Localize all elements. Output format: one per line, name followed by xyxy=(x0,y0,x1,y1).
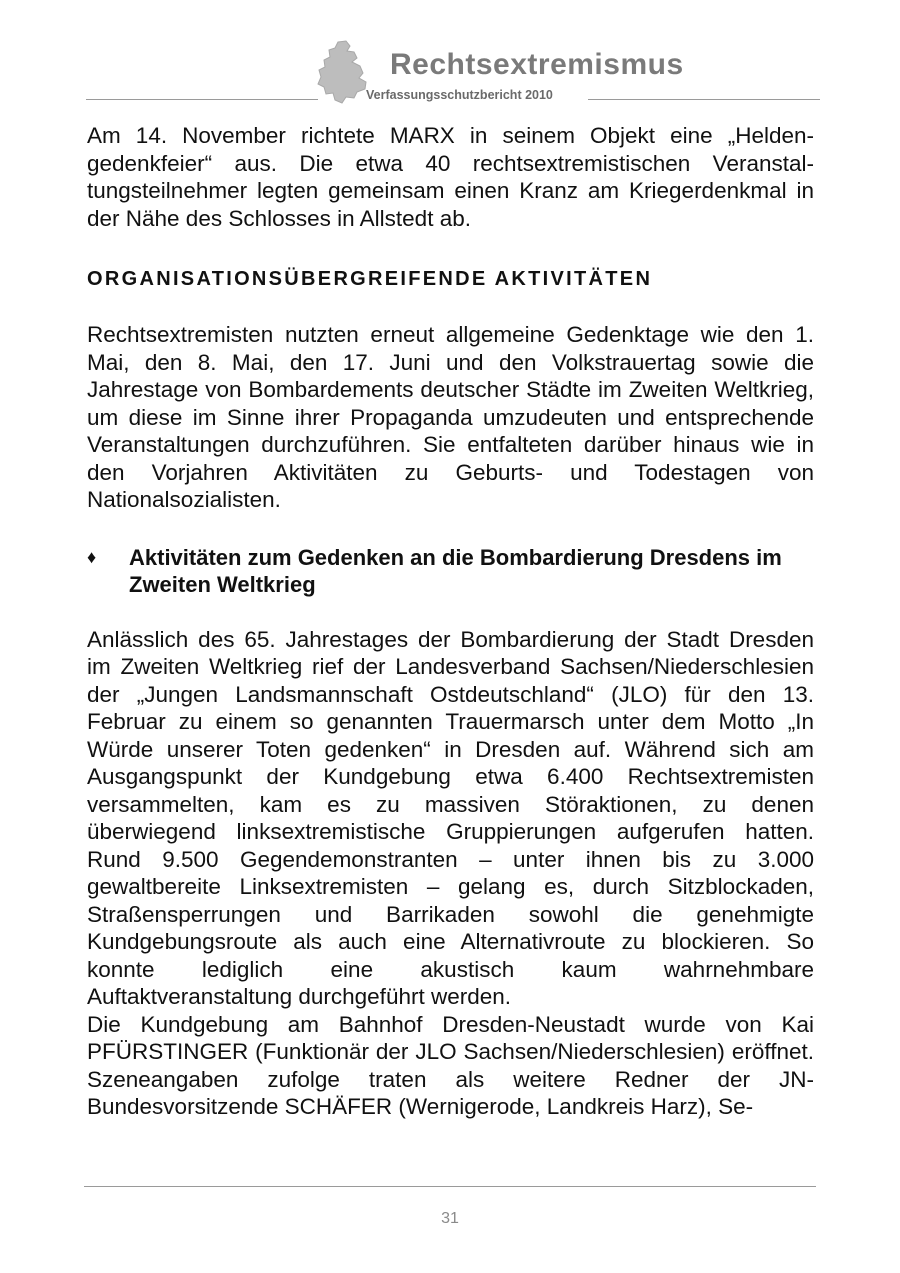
header-subtitle: Verfassungsschutzbericht 2010 xyxy=(366,88,553,102)
diamond-bullet-icon: ♦ xyxy=(87,546,97,567)
header-rule-left xyxy=(86,99,318,100)
header-rule-right xyxy=(588,99,820,100)
page-content xyxy=(87,122,814,1121)
header-title: Rechtsextremismus xyxy=(390,48,684,81)
paragraph-dresden: Anlässlich des 65. Jahrestages der Bombardierung der Stadt Dresden im Zweiten Weltkrieg rief der Landesverband Sachsen/Niederschlesien der „Jungen Landsmannschaft Ostdeutschland“ (JLO) für den 13. Februar zu einem so genannten Trauermarsch unter dem Motto „In Würde unserer Toten gedenken“ in Dresden auf. Während sich am Ausgangspunkt der Kundgebung etwa 6.400 Rechtsextremisten versammelten, kam es zu massiven Störaktionen, zu denen überwiegend linksextremistische Gruppierungen aufgerufen hatten. Rund 9.500 Gegendemonstranten – unter ihnen bis zu 3.000 gewaltbereite Linksextremisten – gelang es, durch Sitzblockaden, Straßensperrungen und Barrikaden sowohl die genehmigte Kundgebungsroute als auch eine Alternativroute zu blockieren. So konnte lediglich eine akustisch kaum wahrnehmbare Auftaktveranstaltung durchgeführt werden. xyxy=(87,626,814,1009)
subsection-heading xyxy=(87,544,814,599)
page-header xyxy=(0,0,900,110)
paragraph-gedenktage: Rechtsextremisten nutzten erneut allgemeine Gedenktage wie den 1. Mai, den 8. Mai, den 17. Juni und den Volkstrauertag sowie die Jahrestage von Bombardements deutscher Städte im Zweiten Weltkrieg, um diese im Sinne ihrer Propaganda umzudeuten und entsprechende Veranstaltungen durchzuführen. Sie entfalteten darüber hinaus wie in den Vorjahren Aktivitäten zu Geburts- und Todestagen von Nationalsozialisten. xyxy=(87,322,814,512)
footer-rule xyxy=(84,1186,816,1187)
section-heading: ORGANISATIONSÜBERGREIFENDE AKTIVITÄTEN xyxy=(87,268,653,290)
paragraph-kundgebung: Die Kundgebung am Bahnhof Dresden-Neustadt wurde von Kai PFÜRSTINGER (Funktionär der JLO Sachsen/Niederschlesien) eröffnet. Szeneangaben zufolge traten als weitere Redner der JN-Bundesvorsitzende SCHÄFER (Wernigerode, Landkreis Harz), Se- xyxy=(87,1011,814,1119)
page-number: 31 xyxy=(441,1210,459,1227)
paragraph-heldengedenkfeier: Am 14. November richtete MARX in seinem Objekt eine „Heldengedenkfeier“ aus. Die etwa 40 rechtsextremistischen Veranstaltungsteilnehmer legten gemeinsam einen Kranz am Kriegerdenkmal in der Nähe des Schlosses in Allstedt ab. xyxy=(87,123,814,231)
saxony-anhalt-map-icon xyxy=(316,40,370,106)
subsection-heading-text: Aktivitäten zum Gedenken an die Bombardierung Dresdens im Zweiten Weltkrieg xyxy=(129,544,782,597)
